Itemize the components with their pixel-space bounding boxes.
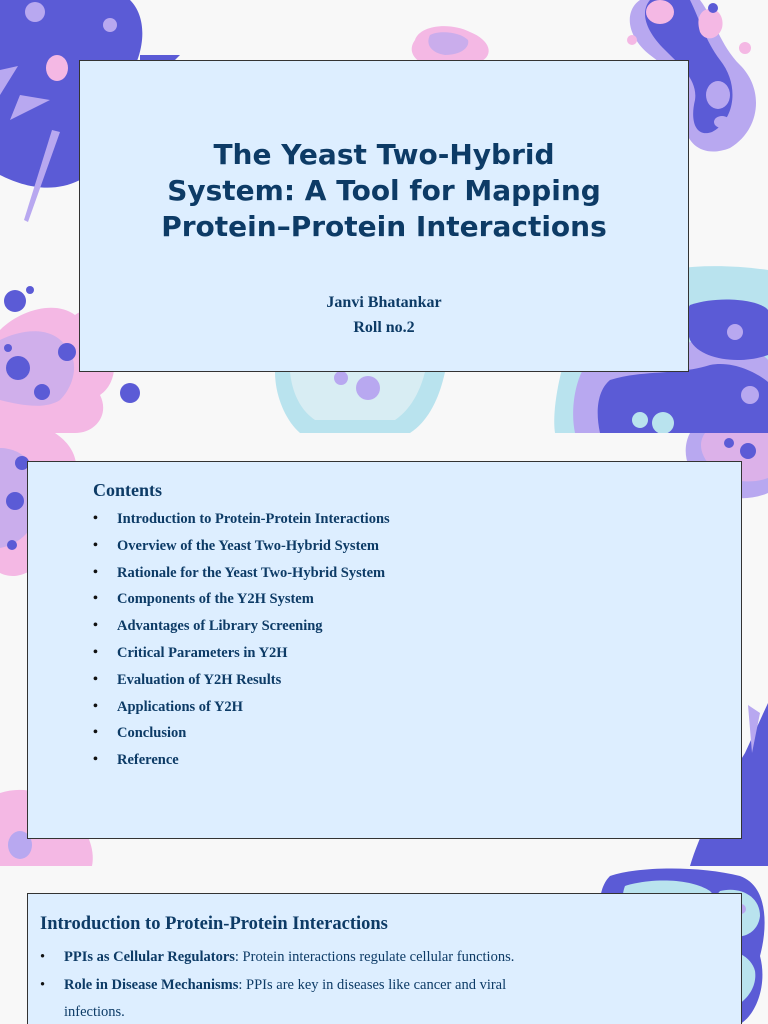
author-name: Janvi Bhatankar <box>326 294 442 311</box>
list-item: • Advantages of Library Screening <box>93 617 390 644</box>
list-item: • Critical Parameters in Y2H <box>93 644 390 671</box>
list-item: • Evaluation of Y2H Results <box>93 671 390 698</box>
title-panel <box>79 60 689 372</box>
contents-panel <box>27 461 742 839</box>
contents-slide <box>0 433 768 866</box>
title-line: System: A Tool for Mapping <box>167 174 601 207</box>
list-item <box>40 944 540 971</box>
list-item: • Overview of the Yeast Two-Hybrid System <box>93 537 390 564</box>
list-item: • Conclusion <box>93 724 390 751</box>
contents-heading: Contents <box>93 480 163 500</box>
list-item: • Introduction to Protein-Protein Interactions <box>93 510 390 537</box>
list-item <box>40 972 540 1024</box>
bullet-text: : PPIs are key in diseases like cancer and viral infections. <box>64 977 507 1020</box>
presentation-title <box>80 137 688 245</box>
list-item: • Rationale for the Yeast Two-Hybrid System <box>93 564 390 591</box>
table-of-contents <box>93 510 390 778</box>
title-line: Protein–Protein Interactions <box>161 210 607 243</box>
bullet-term: Role in Disease Mechanisms <box>64 977 239 993</box>
list-item: • Components of the Y2H System <box>93 590 390 617</box>
title-slide <box>0 0 768 433</box>
list-item: • Reference <box>93 751 390 778</box>
section-heading: Introduction to Protein-Protein Interactions <box>40 914 388 934</box>
introduction-panel <box>27 893 742 1024</box>
bullet-text: : Protein interactions regulate cellular functions. <box>234 949 515 965</box>
list-item: • Applications of Y2H <box>93 698 390 725</box>
introduction-bullets <box>40 944 540 1024</box>
bullet-term: PPIs as Cellular Regulators <box>64 949 235 965</box>
introduction-slide <box>0 866 768 1024</box>
title-line: The Yeast Two-Hybrid <box>213 138 555 171</box>
roll-number: Roll no.2 <box>353 319 415 336</box>
